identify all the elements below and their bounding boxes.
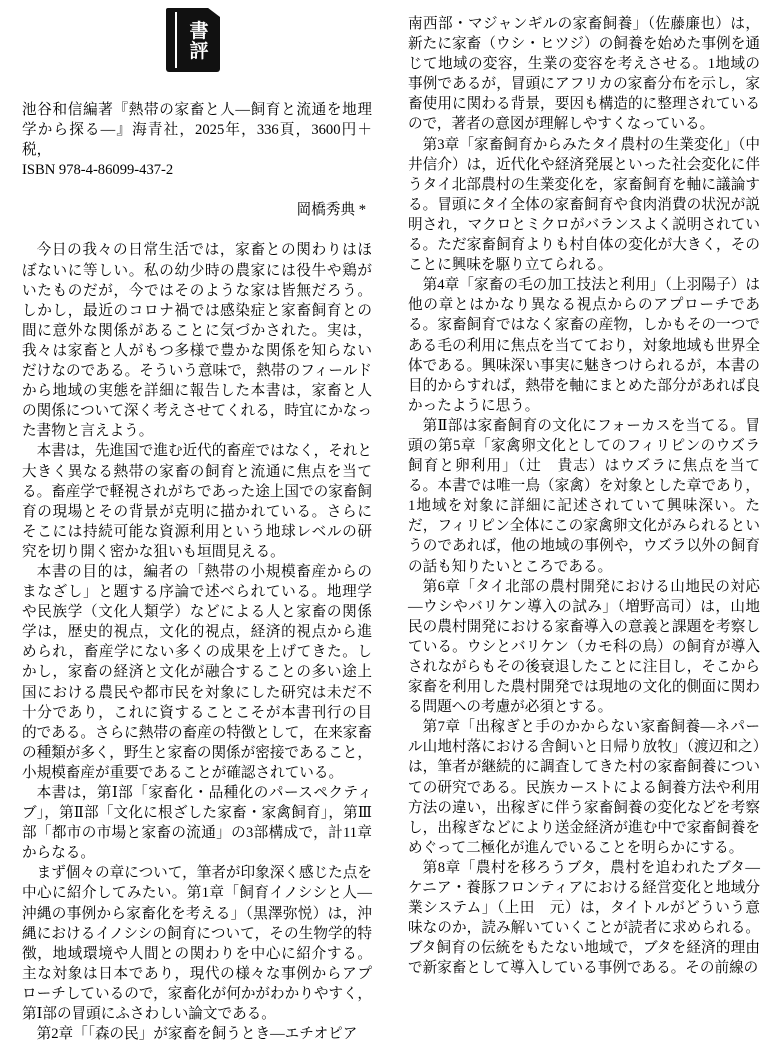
paragraph: 第Ⅱ部は家畜飼育の文化にフォーカスを当てる。冒頭の第5章「家禽卵文化としてのフィリピンのウズラ飼育と卵利用」（辻 貴志）はウズラに焦点を当てる。本書では唯一鳥（家禽）を対象とした章であり，1地域を対象に詳細に記述されていて興味深い。ただ，フィリピン全体にこの家禽卵文化がみられるというのであれば，他の地域の事例や，ウズラ以外の飼育の話も知りたいところである。 — [408, 417, 760, 575]
paragraph: 第8章「農村を移ろうブタ，農村を追われたブタ―ケニア・養豚フロンティアにおける経営変化と地域分業システム」（上田 元）は，タイトルがどういう意味なのか，読み解いていくことが読者に求められる。ブタ飼育の伝統をもたない地域で，ブタを経済的理由で新家畜として導入している事例である。その前線の — [408, 859, 760, 977]
book-page-edge — [175, 12, 177, 68]
paragraph: 本書の目的は，編者の「熱帯の小規模畜産からのまなざし」と題する序論で述べられている。地理学や民族学（文化人類学）などによる人と家畜の関係学は，歴史的視点，文化的視点，経済的視点から進められ，畜産学にない多くの成果を上げてきた。しかし，家畜の経済と文化が融合することの多い途上国における農民や都市民を対象にした研究は未だ不十分であり，これに資することこそが本書刊行の目的である。さらに熱帯の畜産の特徴として，在来家畜の種類が多く，野生と家畜の関係が密接であること，小規模畜産が重要であることが確認されている。 — [22, 563, 372, 781]
paragraph: 今日の我々の日常生活では，家畜との関わりはほぼないに等しい。私の幼少時の農家には役牛や鶏がいたものだが，今ではそのような家は皆無だろう。しかし，最近のコロナ禍では感染症と家畜飼育との間に意外な関係があることに気づかされた。実は，我々は家畜と人がもつ多様で豊かな関係を知らないだけなのである。そういう意味で，熱帯のフィールドから地域の実態を詳細に報告した本書は，家畜と人の関係について深く考えさせてくれる，時宜にかなった書物と言えよう。 — [22, 242, 372, 440]
right-column — [408, 14, 760, 979]
paragraph: 本書は，第Ⅰ部「家畜化・品種化のパースペクティブ」，第Ⅱ部「文化に根ざした家畜・家禽飼育」，第Ⅲ部「都市の市場と家畜の流通」の3部構成で，計11章からなる。 — [22, 785, 372, 862]
left-column — [22, 100, 372, 1044]
book-review-glyph-top: 書 — [189, 19, 209, 42]
book-review-glyph-bottom: 評 — [189, 39, 209, 62]
paragraph: 第7章「出稼ぎと手のかからない家畜飼養―ネパール山地村落における舎飼いと日帰り放牧」（渡辺和之）は，筆者が継続的に調査してきた村の家畜飼養についての研究である。民族カーストによる飼養方法や利用方法の違い，出稼ぎに伴う家畜飼養の変化などを考察し，出稼ぎなどにより送金経済が進む中で家畜飼養をめぐって二極化が進んでいることを明らかにする。 — [408, 719, 760, 856]
paragraph: まず個々の章について，筆者が印象深く感じた点を中心に紹介してみたい。第1章「飼育イノシシと人―沖縄の事例から家畜化を考える」（黒澤弥悦）は，沖縄におけるイノシシの飼育について，その生物学的特徴，地域環境や人間との関わりを中心に紹介する。主な対象は日本であり，現代の様々な事例からアプローチしているので，家畜化が何かがわかりやすく，第Ⅰ部の冒頭にふさわしい論文である。 — [22, 865, 372, 1023]
book-review-icon — [166, 8, 220, 72]
paragraph: 南西部・マジャンギルの家畜飼養」（佐藤廉也）は，新たに家畜（ウシ・ヒツジ）の飼養を始めた事例を通じて地域の変容，生業の変容を考えさせる。1地域の事例であるが，冒頭にアフリカの家畜分布を示し，家畜使用に関わる背景，要因も構造的に整理されているので，著者の意図が理解しやすくなっている。 — [408, 16, 760, 133]
paragraph: 本書は，先進国で進む近代的畜産ではなく，それと大きく異なる熱帯の家畜の飼育と流通に焦点を当てる。畜産学で軽視されがちであった途上国での家畜飼育の現場とその背景が克明に描かれている。さらにそこには持続可能な資源利用という地球レベルの研究を切り開く密かな狙いも垣間見える。 — [22, 443, 372, 560]
reviewer-byline: 岡橋秀典 * — [296, 202, 366, 219]
masthead — [0, 8, 372, 92]
paragraph: 第6章「タイ北部の農村開発における山地民の対応―ウシやバリケン導入の試み」（増野高司）は，山地民の農村開発における家畜導入の意義と課題を考察している。ウシとバリケン（カモ科の鳥）の飼育が導入されながらもその後衰退したことに注目し，そこから家畜を利用した農村開発では現地の文化的側面に関わる問題への考慮が必須とする。 — [408, 578, 760, 716]
paragraph: 第2章「「森の民」が家畜を飼うとき―エチオピア — [36, 1026, 358, 1043]
citation-line: 池谷和信編著『熱帯の家畜と人―飼育と流通を地理学から探る―』海青社，2025年，336頁，3600円＋税， — [22, 102, 372, 159]
paragraph: 第3章「家畜飼育からみたタイ農村の生業変化」（中井信介）は，近代化や経済発展といった社会変化に伴うタイ北部農村の生業変化を，家畜飼育を軸に議論する。冒頭にタイ全体の家畜飼育や食肉消費の状況が説明され，マクロとミクロがバランスよく説明されている。ただ家畜飼育よりも村自体の変化が大きく，そのことに興味を駆り立てられる。 — [408, 136, 760, 274]
book-review-label — [179, 14, 219, 68]
citation-isbn: ISBN 978-4-86099-437-2 — [22, 162, 174, 179]
paragraph: 第4章「家畜の毛の加工技法と利用」（上羽陽子）は他の章とはかなり異なる視点からのアプローチである。家畜飼育ではなく家畜の産物，しかもその一つである毛の利用に焦点を当てており，対象地域も世界全体である。興味深い事実に魅きつけられるが，本書の目的からすれば，熱帯を軸にまとめた部分があれば良かったように思う。 — [408, 277, 760, 414]
